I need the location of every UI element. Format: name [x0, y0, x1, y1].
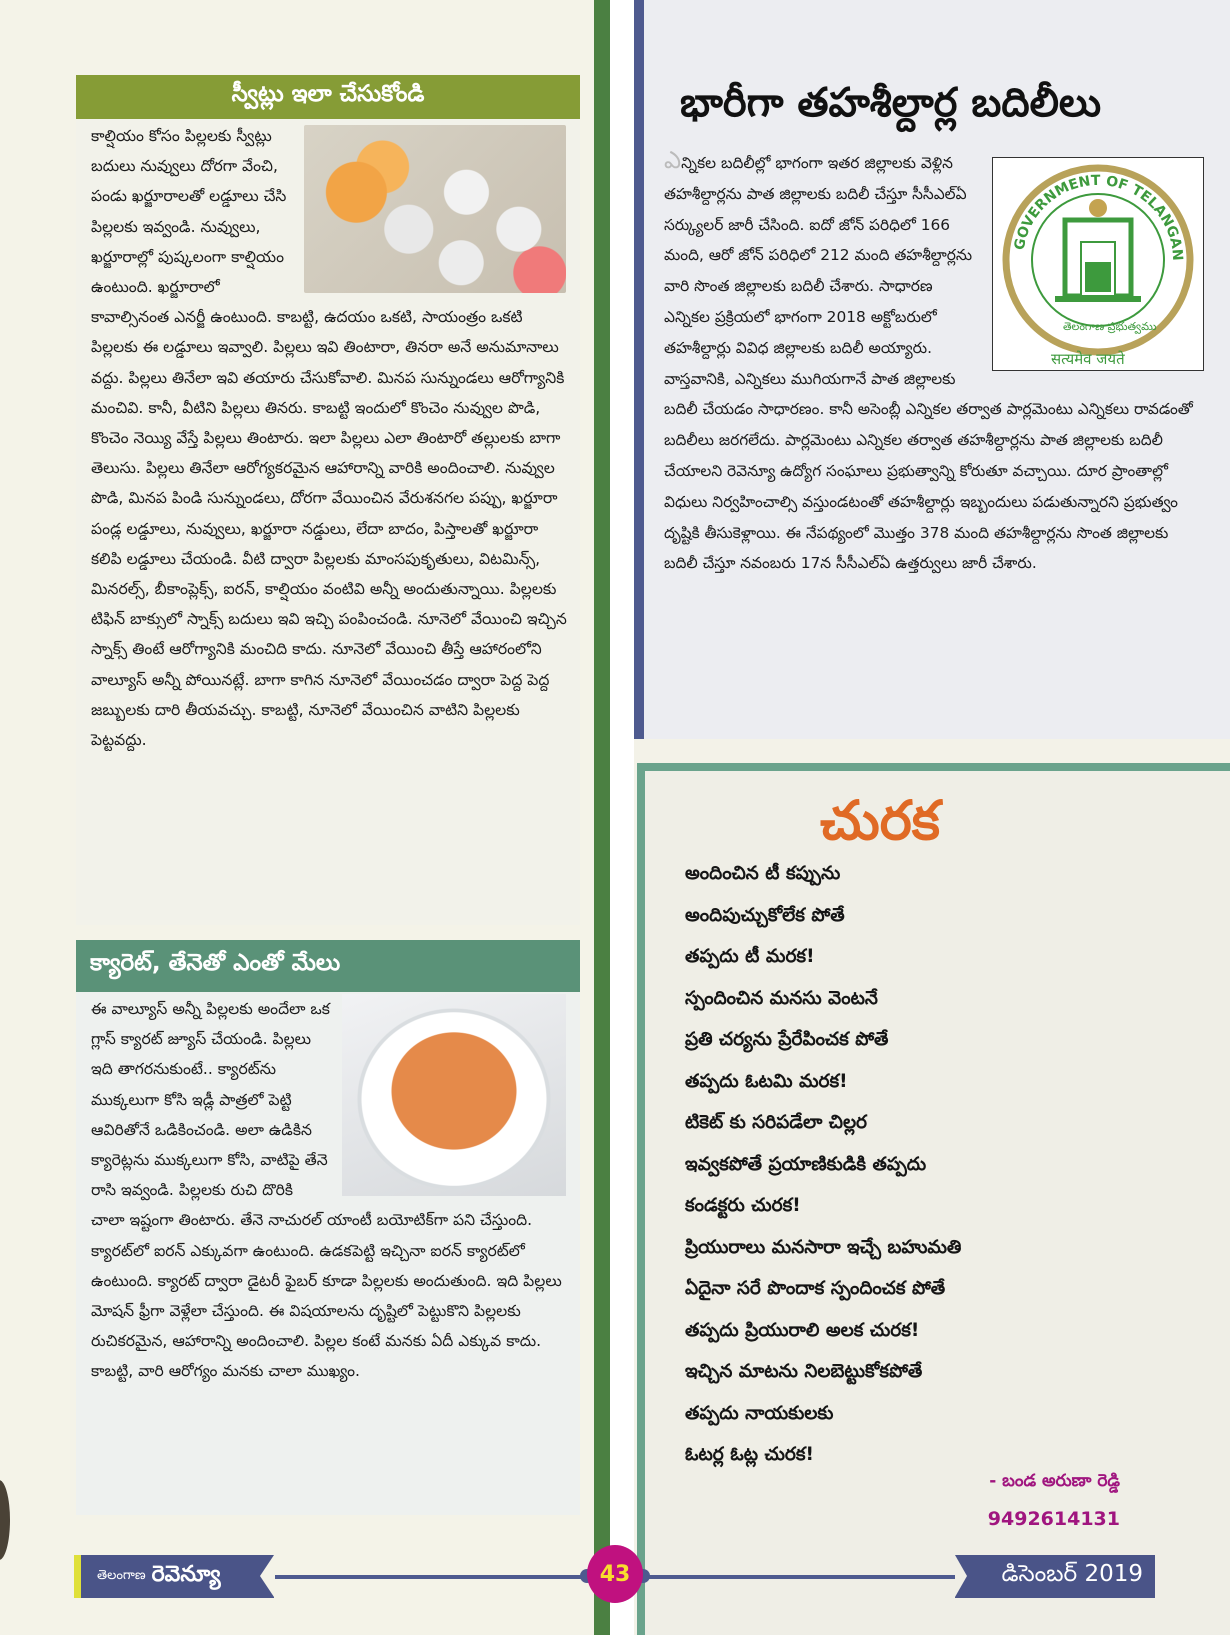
poem-line: కండక్టరు చురక!	[685, 1195, 801, 1216]
sweets-article-paragraph: కాల్షియం కోసం పిల్లలకు స్వీట్లు బదులు నువ్వులు దోరగా వేంచి, పండు ఖర్జూరాలతో లడ్డూలు చేసి పిల్లలకు ఇవ్వండి. నువ్వులు, ఖర్జూరాల్లో పుష్కలంగా కాల్షియం ఉంటుంది. ఖర్జూరాలో కావాల్సినంత ఎనర్జీ ఉంటుంది. కాబట్టి, ఉదయం ఒకటి, సాయంత్రం ఒకటి పిల్లలకు ఈ లడ్డూలు ఇవ్వాలి. పిల్లలు ఇవి తింటారా, తినరా అనే అనుమానాలు వద్దు. పిల్లలు తినేలా ఇవి తయారు చేసుకోవాలి. మినప సున్నుండలు ఆరోగ్యానికి మంచివి. కానీ, వీటిని పిల్లలు తినరు. కాబట్టి ఇందులో కొంచెం నువ్వుల పొడి, కొంచెం నెయ్యి వేస్తే పిల్లలు తింటారు. ఇలా పిల్లలు ఎలా తింటారో తల్లులకు బాగా తెలుసు. పిల్లలు తినేలా ఆరోగ్యకరమైన ఆహారాన్ని వారికి అందించాలి. నువ్వుల పొడి, మినప పిండి సున్నుండలు, దోరగా వేయించిన వేరుశనగల పప్పు, ఖర్జూరా పండ్ల లడ్డూలు, నువ్వులు, ఖర్జూరా నడ్డులు, లేదా బాదం, పిస్తాలతో ఖర్జూరా కలిపి లడ్డూలు చేయండి. వీటి ద్వారా పిల్లలకు మాంసపుకృతులు, విటమిన్స్, మినరల్స్, బీకాంప్లెక్స్, ఐరన్, కాల్షియం వంటివి అన్నీ అందుతున్నాయి. పిల్లలకు టిఫిన్ బాక్సులో స్నాక్స్ బదులు ఇవి ఇచ్చి పంపించండి. నూనెలో వేయించి ఇచ్చిన స్నాక్స్ తింటే ఆరోగ్యానికి మంచిది కాదు. నూనెలో వేయించి తీస్తే ఆహారంలోని వాల్యూస్ అన్నీ పోయినట్లే. బాగా కాగిన నూనెలో వేయించడం ద్వారా పెద్ద పెద్ద జబ్బులకు దారి తీయవచ్చు. కాబట్టి, నూనెలో వేయించిన వాటిని పిల్లలకు పెట్టవద్దు.	[91, 127, 567, 750]
brand-small-text: తెలంగాణ	[97, 1567, 146, 1583]
news-headline: భారీగా తహశీల్దార్ల బదిలీలు	[680, 80, 1102, 126]
left-column	[0, 0, 595, 1635]
news-article-body	[664, 145, 1204, 579]
sweets-photo	[304, 125, 566, 293]
poem-line: ప్రియురాలు మనసారా ఇచ్చే బహుమతి	[685, 1236, 962, 1258]
seal-motto: सत्यमेव जयते	[1051, 350, 1125, 368]
issue-date: డిసెంబర్ 2019	[1001, 1560, 1143, 1587]
center-divider-green	[594, 0, 610, 1635]
poem-line: తప్పదు నాయకులకు	[685, 1402, 834, 1424]
carrot-article-body	[76, 992, 568, 1387]
government-seal-icon	[993, 158, 1203, 370]
sweets-article	[76, 75, 580, 925]
poem-line: ప్రతి చర్యను ప్రేరేపించక పోతే	[685, 1029, 889, 1050]
date-arrow-notch	[955, 1555, 967, 1597]
author-phone: 9492614131	[987, 1508, 1120, 1530]
magazine-brand	[74, 1555, 274, 1598]
news-paragraph: న్నికల బదిలీల్లో భాగంగా ఇతర జిల్లాలకు వెళ్లిన తహశీల్దార్లను పాత జిల్లాలకు బదిలీ చేస్తూ సీసీఎల్ఏ సర్క్యులర్ జారీ చేసింది. ఐదో జోన్ పరిధిలో 166 మంది, ఆరో జోన్ పరిధిలో 212 మంది తహశీల్దార్లను వారి సొంత జిల్లాలకు బదిలీ చేశారు. సాధారణ ఎన్నికల ప్రక్రియలో భాగంగా 2018 అక్టోబరులో తహశీల్దార్లు వివిధ జిల్లాలకు బదిలీ అయ్యారు. వాస్తవానికి, ఎన్నికలు ముగియగానే పాత జిల్లాలకు బదిలీ చేయడం సాధారణం. కానీ అసెంబ్లీ ఎన్నికల తర్వాత పార్లమెంటు ఎన్నికలు రావడంతో బదిలీలు జరగలేదు. పార్లమెంటు ఎన్నికల తర్వాత తహశీల్దార్లను పాత జిల్లాలకు బదిలీ చేయాలని రెవెన్యూ ఉద్యోగ సంఘాలు ప్రభుత్వాన్ని కోరుతూ వచ్చాయి. దూర ప్రాంతాల్లో విధులు నిర్వహించాల్సి వస్తుండటంతో తహశీల్దార్లు ఇబ్బందులు పడుతున్నారని ప్రభుత్వం దృష్టికి తీసుకెళ్లాయి. ఈ నేపథ్యంలో మొత్తం 378 మంది తహశీల్దార్లను సొంత జిల్లాలకు బదిలీ చేస్తూ నవంబరు 17న సీసీఎల్ఏ ఉత్తర్వులు జారీ చేశారు.	[664, 154, 1193, 573]
carrot-article	[76, 940, 580, 1515]
seal-top-text: GOVERNMENT OF TELANGAN	[1011, 172, 1186, 262]
brand-big-text: రెవెన్యూ	[151, 1561, 221, 1587]
page-number: 43	[587, 1545, 643, 1603]
poem-line: తప్పదు ప్రియురాలి అలక చురక!	[685, 1319, 920, 1341]
center-gutter	[610, 0, 634, 1635]
news-dropcap: ఎ	[664, 146, 682, 174]
poem-line: అందించిన టీ కప్పును	[685, 863, 841, 884]
poem-box	[637, 763, 1230, 1635]
poem-lines	[685, 853, 961, 1476]
carrot-dish-photo	[342, 994, 566, 1196]
poem-line: ఇచ్చిన మాటను నిలబెట్టుకోకపోతే	[685, 1361, 923, 1382]
poem-line: తప్పదు టీ మరక!	[685, 946, 815, 967]
news-article	[634, 0, 1230, 739]
brand-arrow-notch	[260, 1555, 274, 1597]
poem-line: అందిపుచ్చుకోలేక పోతే	[685, 904, 845, 926]
poem-line: ఓటర్ల ఓట్ల చురక!	[685, 1444, 814, 1465]
poem-line: స్పందించిన మనసు వెంటనే	[685, 987, 878, 1009]
poem-line: తప్పదు ఓటమి మరక!	[685, 1070, 848, 1092]
sweets-article-title: స్వీట్లు ఇలా చేసుకోండి	[76, 75, 580, 119]
poem-line: ఏదైనా సరే పొందాక స్పందించక పోతే	[685, 1278, 946, 1299]
carrot-article-paragraph: ఈ వాల్యూస్ అన్నీ పిల్లలకు అందేలా ఒక గ్లాస్ క్యారట్ జ్యూస్ చేయండి. పిల్లలు ఇది తాగరనుకుంటే.. క్యారట్‌ను ముక్కలుగా కోసి ఇడ్లీ పాత్రలో పెట్టి ఆవిరితోనే ఒడికించండి. అలా ఉడికిన క్యారెట్లను ముక్కలుగా కోసి, వాటిపై తేనె రాసి ఇవ్వండి. పిల్లలకు రుచి దొరికి చాలా ఇష్టంగా తింటారు. తేనె నాచురల్ యాంటీ బయోటిక్‌గా పని చేస్తుంది. క్యారట్‌లో ఐరన్ ఎక్కువగా ఉంటుంది. ఉడకపెట్టి ఇచ్చినా ఐరన్ క్యారట్‌లో ఉంటుంది. క్యారట్ ద్వారా డైటరీ ఫైబర్ కూడా పిల్లలకు అందుతుంది. ఇది పిల్లలు మోషన్ ఫ్రీగా వెళ్లేలా చేస్తుంది. ఈ విషయాలను దృష్టిలో పెట్టుకొని పిల్లలకు రుచికరమైన, ఆహారాన్ని అందించాలి. పిల్లల కంటే మనకు ఏదీ ఎక్కువ కాదు. కాబట్టి, వారి ఆరోగ్యం మనకు చాలా ముఖ్యం.	[91, 1000, 562, 1381]
telangana-seal	[992, 157, 1204, 371]
edge-decoration	[0, 1480, 10, 1560]
poem-line: టికెట్ కు సరిపడేలా చిల్లర	[685, 1112, 868, 1133]
seal-bottom-text: తెలంగాణ ప్రభుత్వము	[1063, 320, 1157, 333]
poem-title: చురక	[820, 789, 940, 852]
sweets-article-body	[76, 119, 568, 755]
issue-date-box	[955, 1555, 1155, 1598]
carrot-article-title: క్యారెట్, తేనెతో ఎంతో మేలు	[76, 940, 580, 992]
poem-author: - బండ అరుణా రెడ్డి	[989, 1471, 1120, 1491]
poem-line: ఇవ్వకపోతే ప్రయాణికుడికి తప్పదు	[685, 1153, 927, 1175]
